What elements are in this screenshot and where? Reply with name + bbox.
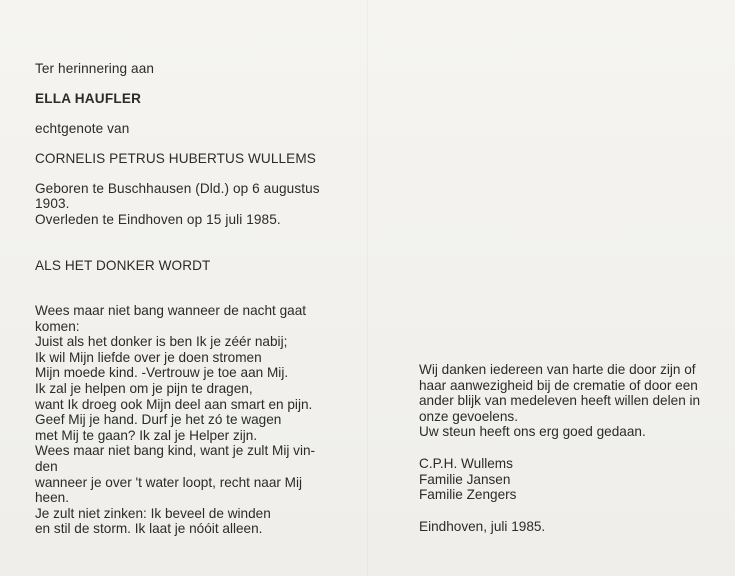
poem-title: ALS HET DONKER WORDT	[35, 258, 211, 273]
birth-line-1: Geboren te Buschhausen (Dld.) op 6 augustus	[35, 181, 320, 196]
thanks-line: ander blijk van medeleven heeft willen delen in	[419, 393, 701, 409]
spouse-name: CORNELIS PETRUS HUBERTUS WULLEMS	[35, 151, 316, 166]
signature-line: C.P.H. Wullems	[419, 455, 513, 471]
signature-line: Familie Zengers	[419, 487, 517, 503]
spacer	[419, 440, 700, 456]
poem-line: wanneer je over 't water loopt, recht naar Mij	[35, 474, 303, 490]
poem-line: Ik wil Mijn liefde over je doen stromen	[35, 349, 262, 365]
poem-line: Je zult niet zinken: Ik beveel de winden	[35, 505, 271, 521]
place-date: Eindhoven, juli 1985.	[419, 518, 546, 534]
thanks-line: Uw steun heeft ons erg goed gedaan.	[419, 424, 646, 440]
poem-line: den	[35, 458, 58, 474]
poem-line: Juist als het donker is ben Ik je zéér nabij;	[35, 334, 288, 350]
poem-line: Geef Mij je hand. Durf je het zó te wagen	[35, 412, 282, 428]
signature-line: Familie Jansen	[419, 471, 511, 487]
thanks-line: Wij danken iedereen van harte die door zijn of	[419, 362, 696, 377]
thanks-line: onze gevoelens.	[419, 408, 519, 424]
intro-text: Ter herinnering aan	[35, 61, 155, 76]
poem-line: komen:	[35, 318, 80, 334]
poem-line: Ik zal je helpen om je pijn te dragen,	[35, 380, 253, 396]
relation-text: echtgenote van	[35, 121, 130, 136]
spacer	[419, 503, 700, 519]
thanks-line: haar aanwezigheid bij de crematie of door een	[419, 377, 698, 393]
poem	[35, 303, 315, 537]
thanks-section	[419, 362, 700, 534]
poem-line: Mijn moede kind. -Vertrouw je toe aan Mij.	[35, 365, 289, 381]
card-fold-line	[367, 0, 368, 576]
poem-line: Wees maar niet bang kind, want je zult Mij vin-	[35, 443, 316, 459]
poem-line: en stil de storm. Ik laat je nóóit alleen.	[35, 521, 263, 537]
poem-line: want Ik droeg ook Mijn deel aan smart en pijn.	[35, 396, 313, 412]
poem-line: Wees maar niet bang wanneer de nacht gaat	[35, 303, 307, 318]
deceased-name: ELLA HAUFLER	[35, 91, 142, 106]
poem-line: met Mij te gaan? Ik zal je Helper zijn.	[35, 427, 258, 443]
poem-line: heen.	[35, 490, 70, 506]
birth-line-2: 1903.	[35, 196, 70, 211]
death-line: Overleden te Eindhoven op 15 juli 1985.	[35, 212, 281, 227]
